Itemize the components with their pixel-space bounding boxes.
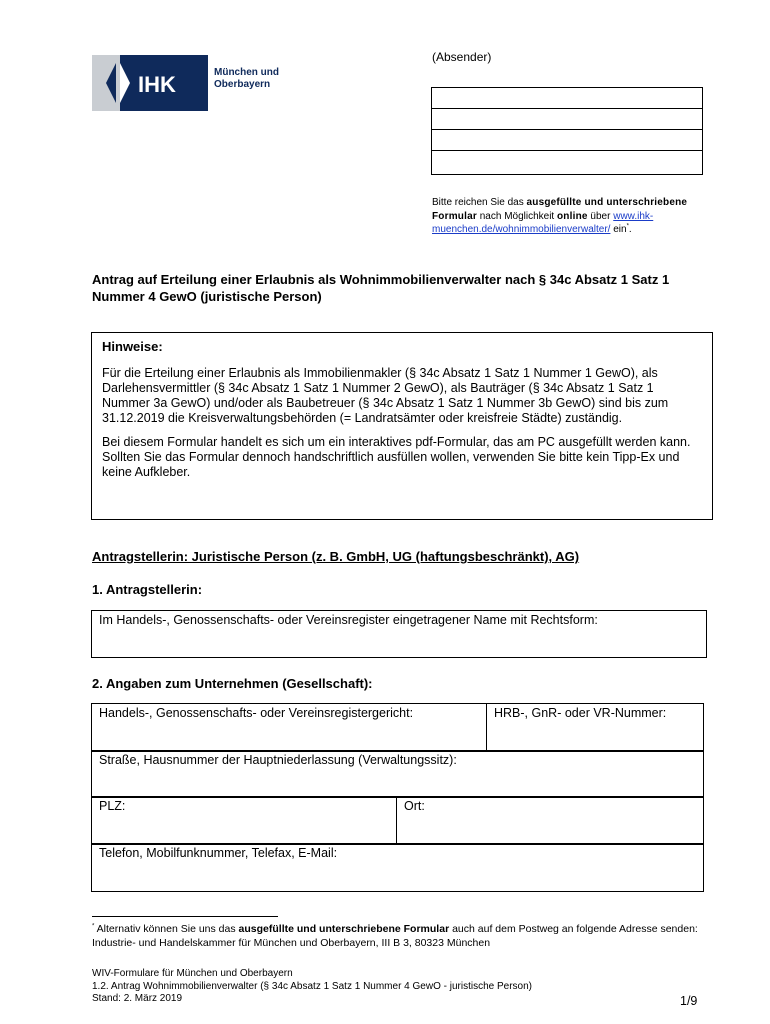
register-number-label: HRB-, GnR- oder VR-Nummer: [494, 706, 667, 720]
page-footer [92, 968, 532, 1006]
form-title: Antrag auf Erteilung einer Erlaubnis als Wohnimmobilienverwalter nach § 34c Absatz 1 Satz 1 Nummer 4 GewO (juristische Person) [92, 272, 670, 304]
sender-line-1[interactable] [432, 88, 702, 109]
applicant-heading: 1. Antragstellerin: [92, 582, 203, 597]
sender-input-box[interactable] [431, 87, 703, 175]
city-label: Ort: [404, 799, 425, 813]
company-name-label: Im Handels-, Genossenschafts- oder Vereinsregister eingetragener Name mit Rechtsform: [99, 613, 598, 627]
company-name-field[interactable] [91, 610, 707, 658]
logo-region-line2: Oberbayern [214, 79, 271, 90]
zip-label: PLZ: [99, 799, 126, 813]
page-number: 1/9 [680, 994, 698, 1008]
company-location-table [91, 796, 704, 845]
sender-label: (Absender) [432, 50, 492, 64]
company-address-table [91, 750, 704, 798]
hints-title: Hinweise: [102, 339, 163, 354]
street-label: Straße, Hausnummer der Hauptniederlassung (Verwaltungssitz): [99, 753, 457, 767]
submit-note-text: ein [610, 224, 627, 235]
street-field[interactable] [92, 751, 704, 798]
sender-line-3[interactable] [432, 130, 702, 151]
footnote-bold: ausgefüllte und unterschriebene Formular [238, 923, 450, 935]
ihk-website-link[interactable]: www.ihk-muenchen.de/wohnimmobilienverwalter/ [432, 210, 654, 235]
footnote [92, 922, 732, 950]
register-number-field[interactable] [487, 704, 704, 752]
hints-paragraph-1: Für die Erteilung einer Erlaubnis als Immobilienmakler (§ 34c Absatz 1 Satz 1 Nummer 1 GewO), als Darlehensvermittler (§ 34c Absatz 1 Satz 1 Nummer 2 GewO), als Bauträger (§ 34c Absatz 1 Satz 1 Nummer 3a GewO) und/oder als Baubetreuer (§ 34c Absatz 1 Satz 1 Nummer 3b GewO) sind bis zum 31.12.2019 die Kreisverwaltungsbehörden (= Landratsämter oder kreisfreie Städte) zuständig. [102, 366, 669, 425]
register-court-field[interactable] [92, 704, 487, 752]
submit-note-text: Bitte reichen Sie das [432, 197, 527, 208]
footer-line-2: 1.2. Antrag Wohnimmobilienverwalter (§ 34c Absatz 1 Satz 1 Nummer 4 GewO - juristische Person) [92, 980, 532, 992]
zip-field[interactable] [92, 797, 397, 845]
logo-brand-text: IHK [138, 72, 176, 97]
ihk-logo [92, 55, 292, 111]
logo-region-line1: München und [214, 67, 279, 78]
section-heading: Antragstellerin: Juristische Person (z. B. GmbH, UG (haftungsbeschränkt), AG) [92, 549, 580, 564]
submit-note-bold: ausgefüllte und unterschriebene Formular [432, 197, 688, 222]
footnote-divider [92, 916, 278, 917]
contact-field[interactable] [92, 844, 704, 892]
footer-line-1: WIV-Formulare für München und Oberbayern [92, 968, 293, 979]
footnote-text: Alternativ können Sie uns das [94, 923, 239, 935]
hints-box [91, 332, 713, 520]
submit-note [432, 196, 732, 237]
footnote-mark: * [92, 923, 95, 930]
sender-line-4[interactable] [432, 151, 702, 172]
footnote-text: auch auf dem Postweg an folgende Adresse senden: Industrie- und Handelskammer für München und Oberbayern, III B 3, 80323 München [92, 923, 698, 949]
company-contact-table [91, 843, 704, 892]
submit-note-online: online [557, 210, 588, 222]
city-field[interactable] [397, 797, 704, 845]
footnote-reference: * [626, 223, 629, 230]
register-court-label: Handels-, Genossenschafts- oder Vereinsregistergericht: [99, 706, 414, 720]
company-details-table [91, 703, 704, 752]
hints-paragraph-2: Bei diesem Formular handelt es sich um ein interaktives pdf-Formular, das am PC ausgefüllt werden kann. Sollten Sie das Formular dennoch handschriftlich ausfüllen wollen, verwenden Sie bitte kein Tipp-Ex und keine Aufkleber. [102, 435, 691, 479]
sender-line-2[interactable] [432, 109, 702, 130]
submit-note-text: nach Möglichkeit [476, 210, 557, 222]
company-details-heading: 2. Angaben zum Unternehmen (Gesellschaft): [92, 676, 373, 691]
contact-label: Telefon, Mobilfunknummer, Telefax, E-Mail: [99, 846, 338, 860]
footer-line-3: Stand: 2. März 2019 [92, 993, 183, 1004]
submit-note-text: . [628, 224, 632, 235]
submit-note-text: über [587, 210, 614, 222]
